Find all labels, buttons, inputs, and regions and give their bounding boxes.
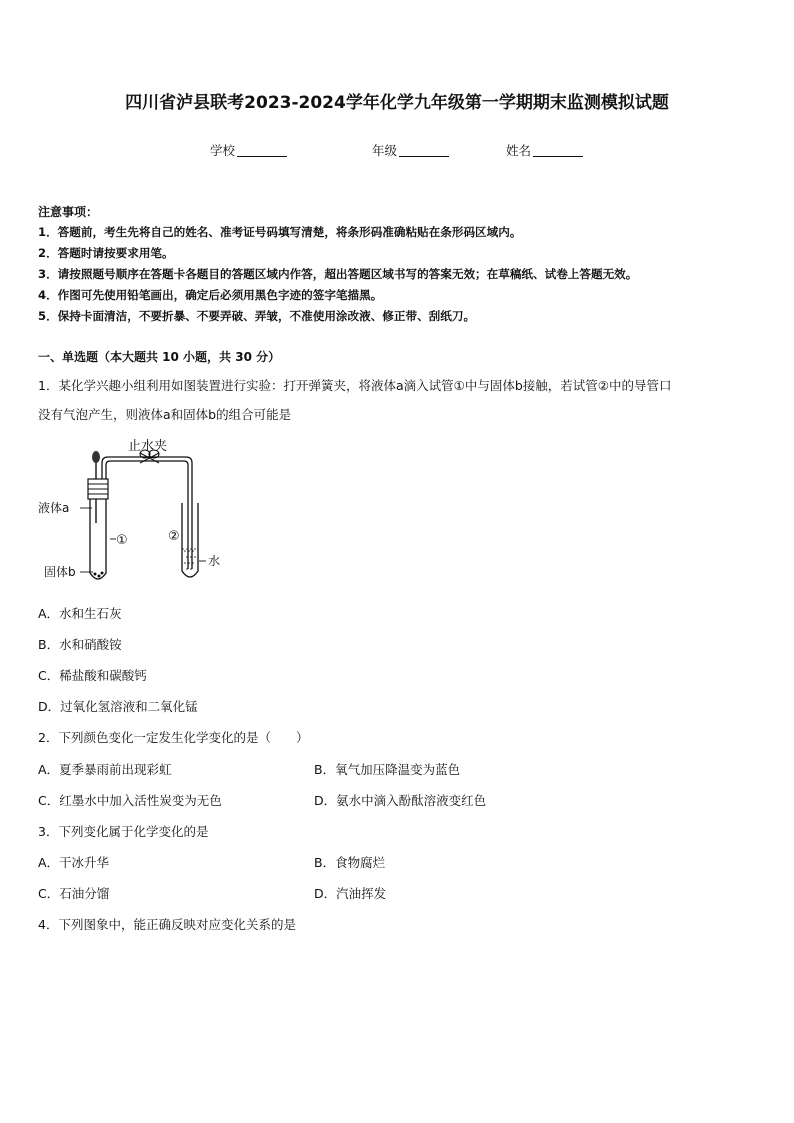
liquid-label: 液体a [38, 501, 70, 515]
notes-heading: 注意事项： [38, 205, 99, 219]
name-blank [533, 144, 583, 157]
grade-field [372, 141, 449, 159]
q3-option-d[interactable]: D．汽油挥发 [314, 886, 387, 901]
q2-option-c[interactable]: C．红墨水中加入活性炭变为无色 [38, 793, 222, 808]
note-item: 2．答题时请按要求用笔。 [38, 246, 174, 260]
exam-title: 四川省泸县联考2023-2024学年化学九年级第一学期期末监测模拟试题 [125, 93, 669, 113]
school-label: 学校 [210, 143, 236, 158]
q1-option-a[interactable]: A．水和生石灰 [38, 606, 122, 621]
q2-option-a[interactable]: A．夏季暴雨前出现彩虹 [38, 762, 172, 777]
q1-stem-line2: 没有气泡产生，则液体a和固体b的组合可能是 [38, 407, 292, 422]
q3-option-c[interactable]: C．石油分馏 [38, 886, 110, 901]
q3-stem: 3．下列变化属于化学变化的是 [38, 824, 209, 839]
q3-option-a[interactable]: A．干冰升华 [38, 855, 110, 870]
water-label: 水 [208, 554, 221, 568]
section-heading: 一、单选题（本大题共 10 小题，共 30 分） [38, 350, 281, 364]
note-item: 3．请按照题号顺序在答题卡各题目的答题区域内作答，超出答题区域书写的答案无效；在草稿纸、试卷上答题无效。 [38, 267, 638, 281]
q3-option-b[interactable]: B．食物腐烂 [314, 855, 386, 870]
school-blank [237, 144, 287, 157]
test-tube-1 [90, 499, 106, 579]
note-item: 5．保持卡面清洁，不要折暴、不要弄破、弄皱，不准使用涂改液、修正带、刮纸刀。 [38, 309, 476, 323]
note-item: 1．答题前，考生先将自己的姓名、准考证号码填写清楚，将条形码准确粘贴在条形码区域内。 [38, 225, 522, 239]
q4-stem: 4．下列图象中，能正确反映对应变化关系的是 [38, 917, 296, 932]
dropper-bulb [92, 451, 100, 463]
q2-option-d[interactable]: D．氨水中滴入酚酞溶液变红色 [314, 793, 487, 808]
tube2-label: ② [168, 529, 180, 544]
q2-stem: 2．下列颜色变化一定发生化学变化的是（ ） [38, 730, 309, 745]
grade-label: 年级 [372, 143, 398, 158]
name-field [506, 141, 583, 159]
solid-label: 固体b [44, 565, 76, 579]
school-field [210, 141, 287, 159]
grade-blank [399, 144, 449, 157]
clamp-label: 止水夹 [128, 439, 168, 454]
apparatus-diagram [36, 433, 246, 589]
q1-option-c[interactable]: C．稀盐酸和碳酸钙 [38, 668, 147, 683]
note-item: 4．作图可先使用铅笔画出，确定后必须用黑色字迹的签字笔描黑。 [38, 288, 383, 302]
q1-option-d[interactable]: D．过氧化氢溶液和二氧化锰 [38, 699, 198, 714]
delivery-tube [102, 457, 192, 569]
name-label: 姓名 [506, 143, 532, 158]
q1-option-b[interactable]: B．水和硝酸铵 [38, 637, 122, 652]
q1-stem-line1: 1．某化学兴趣小组利用如图装置进行实验：打开弹簧夹，将液体a滴入试管①中与固体b接触，若试管②中的导管口 [38, 378, 672, 393]
q2-option-b[interactable]: B．氧气加压降温变为蓝色 [314, 762, 461, 777]
tube1-label: ① [116, 533, 128, 548]
test-tube-2 [182, 503, 198, 577]
